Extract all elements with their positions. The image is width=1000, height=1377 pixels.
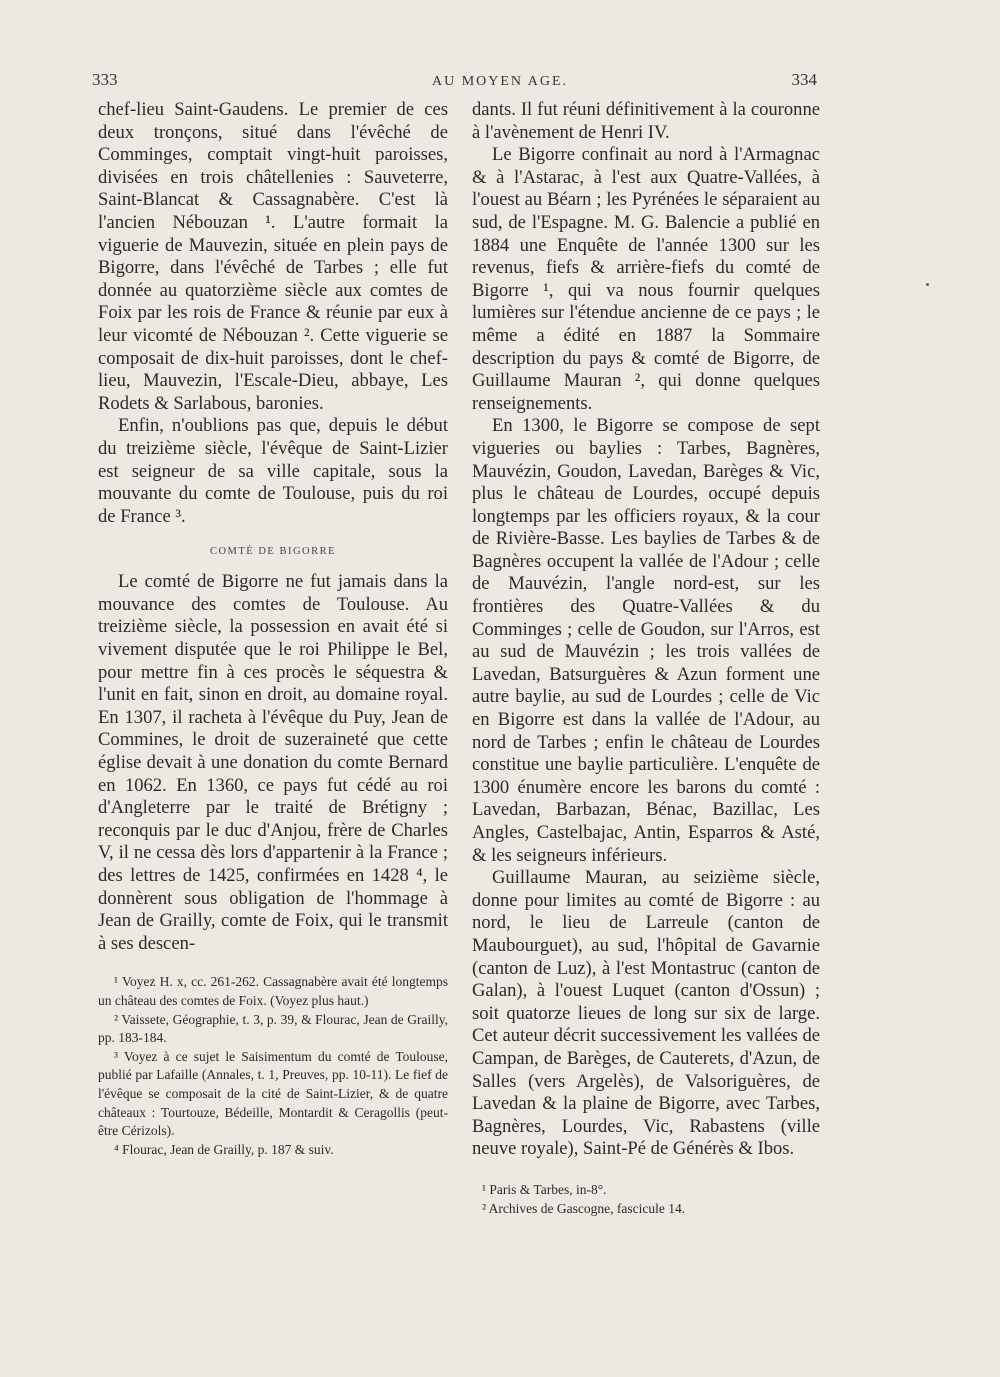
page-number-right: 334 [791,70,817,89]
ink-speck [926,283,929,286]
page-number-left: 333 [92,70,118,89]
left-column [98,99,448,1159]
right-paragraph-4: Guillaume Mauran, au seizième siècle, donne pour limites au comté de Bigorre : au nord, le lieu de Larreule (canton de Maubourguet), au sud, l'hôpital de Gavarnie (canton de Luz), à l'est Montastruc (canton de Galan), à l'ouest Luquet (canton d'Ossun) ; soit quatorze lieues de long sur six de large. Cet auteur décrit successivement les vallées de Campan, de Barèges, de Cauterets, d'Azun, de Salles (vers Argelès), de Valsoriguères, de Lavedan & la plaine de Bigorre, avec Tarbes, Bagnères, Lourdes, Vic, Rabastens (ville neuve royale), Saint-Pé de Générès & Ibos. [472,867,820,1160]
section-title: COMTÉ DE BIGORRE [209,546,337,558]
footnote-2: ² Vaissete, Géographie, t. 3, p. 39, & Flourac, Jean de Grailly, pp. 183-184. [98,1011,448,1046]
footnote-3: ³ Voyez à ce sujet le Saisimentum du comté de Toulouse, publié par Lafaille (Annales, t. 1, Preuves, pp. 10-11). Le fief de l'évêque se composait de la cité de Saint-Lizier, & de quatre châteaux : Tourtouze, Bédeille, Montardit & Ceragollis (peut-être Cérizols). [98,1048,448,1139]
footnote-4: ⁴ Flourac, Jean de Grailly, p. 187 & suiv. [114,1141,334,1157]
right-footnotes [472,1181,820,1218]
right-footnote-1: ¹ Paris & Tarbes, in-8°. [482,1181,607,1197]
right-paragraph-2: Le Bigorre confinait au nord à l'Armagnac & à l'Astarac, à l'est aux Quatre-Vallées, à l'ouest au Béarn ; les Pyrénées le séparaient au sud, de l'Espagne. M. G. Balencie a publié en 1884 une Enquête de l'année 1300 sur les revenus, fiefs & arrière-fiefs du comté de Bigorre ¹, qui va nous fournir quelques lumières sur l'étendue ancienne de ce pays ; le même a édité en 1887 la Sommaire description du pays & comté de Bigorre, de Guillaume Mauran ², qui donne quelques renseignements. [472,144,820,414]
left-paragraph-3: Le comté de Bigorre ne fut jamais dans la mouvance des comtes de Toulouse. Au treizième siècle, la possession en avait été si vivement disputée que le roi Philippe le Bel, pour mettre fin à ces procès le séquestra & l'unit en fait, sinon en droit, au domaine royal. En 1307, il racheta à l'évêque du Puy, Jean de Commines, le droit de suzeraineté que cette église devait à une donation du comte Bernard en 1062. En 1360, ce pays fut cédé au roi d'Angleterre par le traité de Brétigny ; reconquis par le duc d'Anjou, frère de Charles V, il ne cessa dès lors d'appartenir à la France ; des lettres de 1425, confirmées en 1428 ⁴, le donnèrent sous obligation de l'hommage à Jean de Grailly, comte de Foix, qui le transmit à ses descen- [98,571,448,954]
right-column [472,99,820,1218]
left-paragraph-1: chef-lieu Saint-Gaudens. Le premier de ces deux tronçons, situé dans l'évêché de Comminges, comptait vingt-huit paroisses, divisées en trois châtellenies : Sauveterre, Saint-Blancat & Cassagnabère. C'est là l'ancien Nébouzan ¹. L'autre formait la viguerie de Mauvezin, située en plein pays de Bigorre, dans l'évêché de Tarbes ; elle fut donnée au quatorzième siècle aux comtes de Foix par les rois de France & réunie par eux à leur vicomté de Nébouzan ². Cette viguerie se composait de dix-huit paroisses, dont le chef-lieu, Mauvezin, l'Escale-Dieu, abbaye, Les Rodets & Sarlabous, baronies. [98,99,448,414]
right-footnote-2: ² Archives de Gascogne, fascicule 14. [482,1200,686,1216]
right-paragraph-1: dants. Il fut réuni définitivement à la couronne à l'avènement de Henri IV. [472,99,820,143]
footnote-1: ¹ Voyez H. x, cc. 261-262. Cassagnabère avait été longtemps un château des comtes de Foix. (Voyez plus haut.) [98,974,448,1008]
running-header: AU MOYEN AGE. [431,74,569,89]
right-paragraph-3: En 1300, le Bigorre se compose de sept vigueries ou baylies : Tarbes, Bagnères, Mauvézin, Goudon, Lavedan, Barèges & Vic, plus le château de Lourdes, occupé depuis longtemps par les officiers royaux, & la cour de Rivière-Basse. Les baylies de Tarbes & de Bagnères occupent la vallée de l'Adour ; celle de Mauvézin, l'angle nord-est, sur les frontières des Quatre-Vallées & du Comminges ; celle de Goudon, sur l'Arros, est au sud de Mauvézin ; les trois vallées de Lavedan, Batsurguères & Azun forment une autre baylie, au sud de Lourdes ; celle de Vic en Bigorre est dans la vallée de l'Adour, au nord de Tarbes ; enfin le château de Lourdes constitue une baylie particulière. L'enquête de 1300 énumère encore les barons du comté : Lavedan, Barbazan, Bénac, Bazillac, Les Angles, Castelbajac, Antin, Esparros & Asté, & les seigneurs inférieurs. [472,415,820,866]
left-paragraph-2: Enfin, n'oublions pas que, depuis le début du treizième siècle, l'évêque de Saint-Lizier est seigneur de sa ville capitale, sous la mouvante du comte de Toulouse, puis du roi de France ³. [98,415,448,527]
left-footnotes [98,973,448,1159]
